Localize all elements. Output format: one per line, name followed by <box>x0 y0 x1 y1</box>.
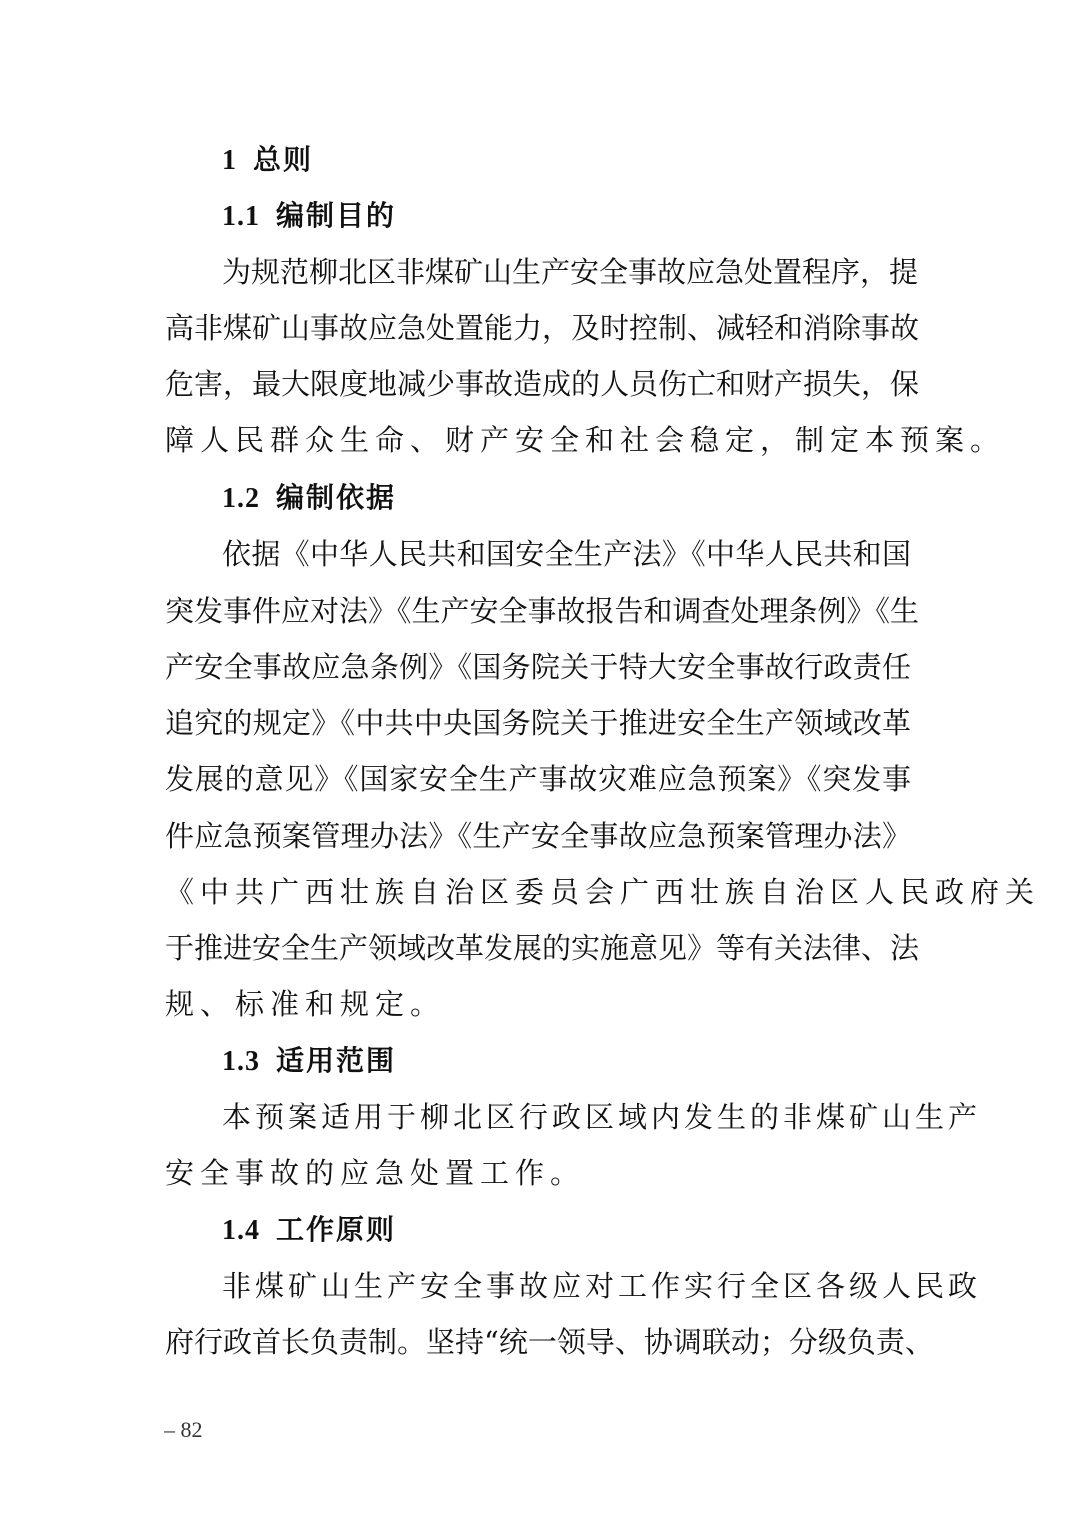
paragraph-line: 为规范柳北区非煤矿山生产安全事故应急处置程序，提 <box>222 255 919 289</box>
section-heading-1-4 <box>222 1212 396 1249</box>
paragraph-line: 于推进安全生产领域改革发展的实施意见》等有关法律、法 <box>165 931 920 965</box>
paragraph-line: 突发事件应对法》《生产安全事故报告和调查处理条例》《生 <box>165 594 920 628</box>
section-title: 编制依据 <box>276 481 397 514</box>
paragraph-line: 追究的规定》《中共中央国务院关于推进安全生产领域改革 <box>165 706 911 740</box>
section-heading-1-2 <box>222 480 396 517</box>
page-number: – 82 <box>164 1417 203 1442</box>
section-title: 总则 <box>253 143 314 176</box>
paragraph-line: 高非煤矿山事故应急处置能力，及时控制、减轻和消除事故 <box>165 311 920 345</box>
paragraph-line: 本预案适用于柳北区行政区域内发生的非煤矿山生产 <box>222 1100 982 1134</box>
section-number: 1 <box>222 145 237 176</box>
section-number: 1.1 <box>222 201 260 232</box>
section-number: 1.4 <box>222 1215 260 1246</box>
paragraph-line: 发展的意见》《国家安全生产事故灾难应急预案》《突发事 <box>165 762 911 796</box>
paragraph-line: 件应急预案管理办法》《生产安全事故应急预案管理办法》 <box>165 819 911 853</box>
section-heading-1-1 <box>222 198 396 235</box>
paragraph-line: 规、标准和规定。 <box>165 987 446 1021</box>
paragraph-line: 《中共广西壮族自治区委员会广西壮族自治区人民政府关 <box>165 875 1041 909</box>
section-heading-1 <box>222 142 313 179</box>
section-title: 工作原则 <box>276 1213 397 1246</box>
paragraph-line: 依据《中华人民共和国安全生产法》《中华人民共和国 <box>222 537 911 571</box>
section-number: 1.3 <box>222 1046 260 1077</box>
paragraph-line: 危害，最大限度地减少事故造成的人员伤亡和财产损失，保 <box>165 367 920 401</box>
section-title: 编制目的 <box>276 199 397 232</box>
paragraph-line: 障人民群众生命、财产安全和社会稳定，制定本预案。 <box>165 423 1006 457</box>
paragraph-line: 府行政首长负责制。坚持“统一领导、协调联动；分级负责、 <box>165 1325 934 1359</box>
paragraph-line: 安全事故的应急处置工作。 <box>165 1156 586 1190</box>
paragraph-line: 非煤矿山生产安全事故应对工作实行全区各级人民政 <box>222 1269 982 1303</box>
section-number: 1.2 <box>222 483 260 514</box>
section-heading-1-3 <box>222 1043 396 1080</box>
section-title: 适用范围 <box>276 1044 397 1077</box>
paragraph-line: 产安全事故应急条例》《国务院关于特大安全事故行政责任 <box>165 650 911 684</box>
